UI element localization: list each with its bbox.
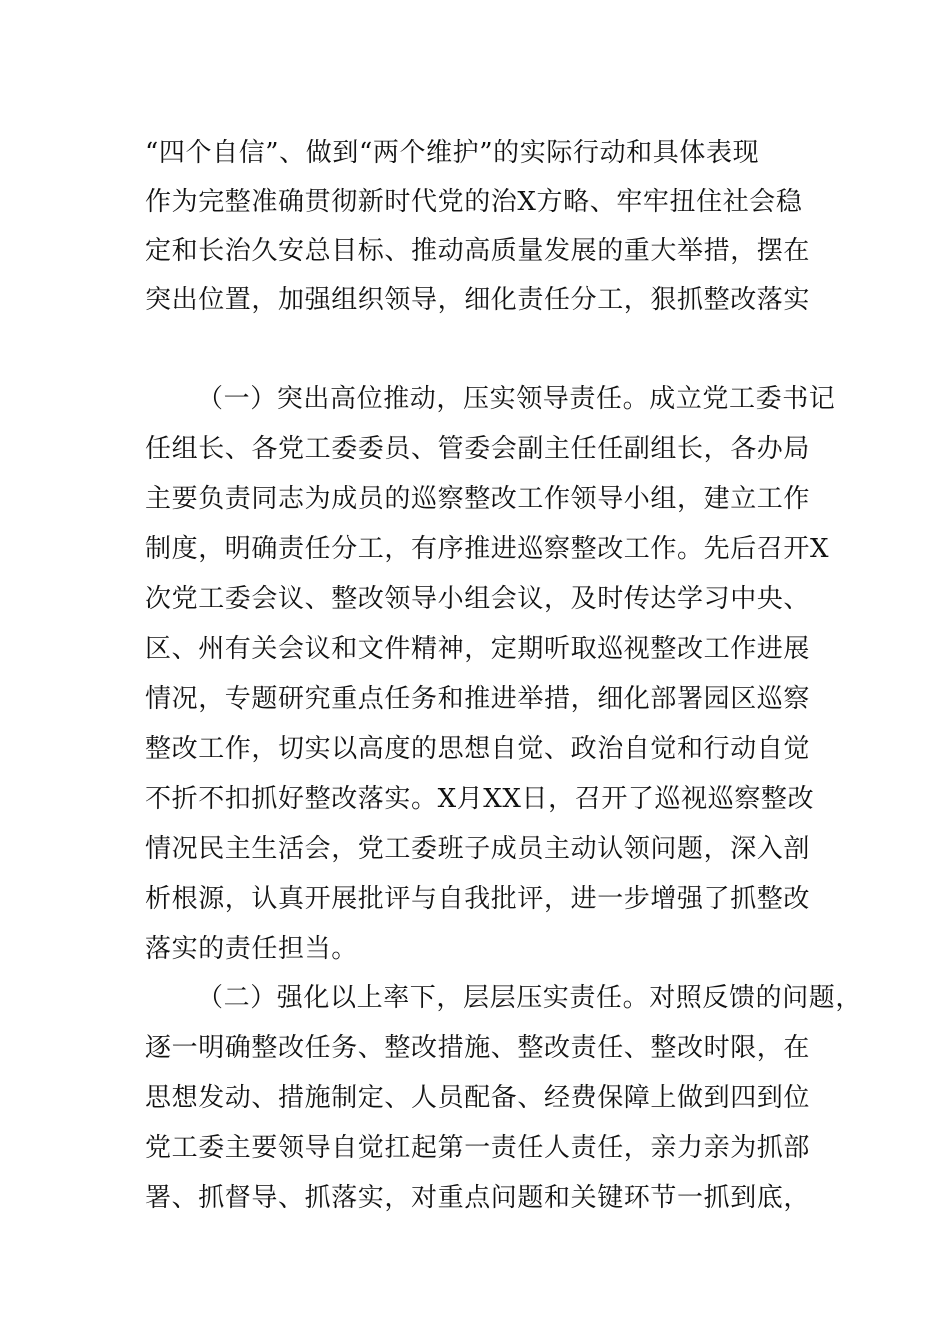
text-line-19: 思想发动、措施制定、人员配备、经费保障上做到四到位 bbox=[145, 1083, 811, 1113]
text-line-20: 党工委主要领导自觉扛起第一责任人责任，亲力亲为抓部 bbox=[145, 1133, 811, 1163]
text-line-13: 不折不扣抓好整改落实。X月XX日，召开了巡视巡察整改 bbox=[145, 784, 815, 814]
text-line-9: 次党工委会议、整改领导小组会议，及时传达学习中央、 bbox=[145, 584, 811, 614]
paragraph-1-heading-line: （一）突出高位推动，压实领导责任。成立党工委书记 bbox=[197, 384, 836, 414]
text-line-3: 定和长治久安总目标、推动高质量发展的重大举措，摆在 bbox=[145, 236, 811, 266]
text-line-6: 任组长、各党工委委员、管委会副主任任副组长，各办局 bbox=[145, 434, 811, 464]
text-line-14: 情况民主生活会，党工委班子成员主动认领问题，深入剖 bbox=[145, 834, 811, 864]
text-line-11: 情况，专题研究重点任务和推进举措，细化部署园区巡察 bbox=[145, 684, 811, 714]
text-line-8: 制度，明确责任分工，有序推进巡察整改工作。先后召开X bbox=[145, 534, 830, 564]
text-line-12: 整改工作，切实以高度的思想自觉、政治自觉和行动自觉 bbox=[145, 734, 811, 764]
text-line-10: 区、州有关会议和文件精神，定期听取巡视整改工作进展 bbox=[145, 634, 811, 664]
text-line-18: 逐一明确整改任务、整改措施、整改责任、整改时限，在 bbox=[145, 1033, 811, 1063]
text-line-15: 析根源，认真开展批评与自我批评，进一步增强了抓整改 bbox=[145, 884, 811, 914]
text-line-4: 突出位置，加强组织领导，细化责任分工，狠抓整改落实 bbox=[145, 285, 811, 315]
text-line-21: 署、抓督导、抓落实，对重点问题和关键环节一抓到底， bbox=[145, 1183, 811, 1213]
paragraph-2-heading-line: （二）强化以上率下，层层压实责任。对照反馈的问题， bbox=[197, 983, 863, 1013]
text-line-2: 作为完整准确贯彻新时代党的治X方略、牢牢扭住社会稳 bbox=[145, 187, 803, 217]
text-line-1: “四个自信”、做到“两个维护”的实际行动和具体表现 bbox=[145, 138, 760, 168]
text-line-16: 落实的责任担当。 bbox=[145, 934, 358, 964]
text-line-7: 主要负责同志为成员的巡察整改工作领导小组，建立工作 bbox=[145, 484, 811, 514]
